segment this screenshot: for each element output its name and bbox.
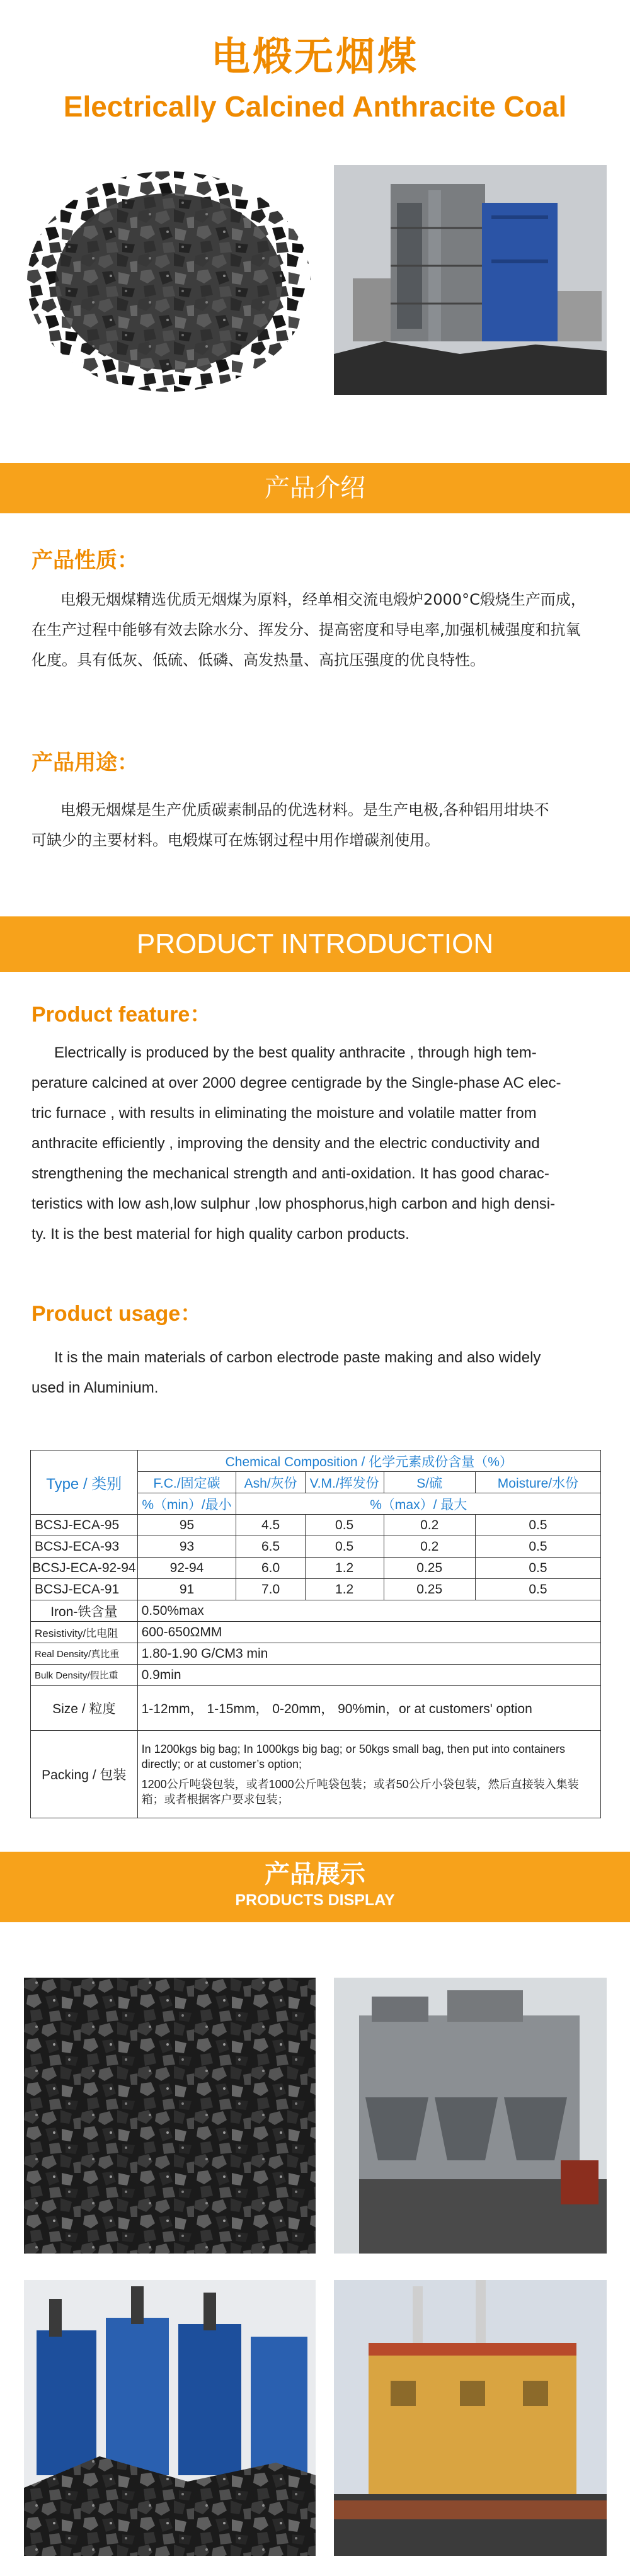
spec-table <box>30 1450 601 1818</box>
cell-type: BCSJ-ECA-93 <box>31 1536 138 1558</box>
heading-usage-en: Product usage： <box>32 1302 202 1326</box>
cell-ash: 6.5 <box>236 1536 305 1558</box>
col-vm: V.M./挥发份 <box>305 1472 384 1493</box>
heading-usage-cn: 产品用途： <box>32 750 139 775</box>
page-title-en: Electrically Calcined Anthracite Coal <box>63 90 567 123</box>
col-s: S/硫 <box>384 1472 475 1493</box>
cell-fc: 95 <box>137 1515 236 1536</box>
col-fc: F.C./固定碳 <box>137 1472 236 1493</box>
display-title-en: PRODUCTS DISPLAY <box>235 1891 395 1909</box>
cell-s: 0.2 <box>384 1536 475 1558</box>
heading-feature-en: Product feature： <box>32 1003 212 1027</box>
cell-vm: 0.5 <box>305 1536 384 1558</box>
size-value: 1-12mm， 1-15mm， 0-20mm， 90%min，or at customers' option <box>137 1686 600 1731</box>
table-row <box>31 1579 601 1600</box>
feature-line: tric furnace , with results in eliminating the moisture and volatile matter from <box>32 1105 537 1122</box>
cell-vm: 0.5 <box>305 1515 384 1536</box>
cell-fc: 92-94 <box>137 1558 236 1579</box>
usage-line: 电煅无烟煤是生产优质碳素制品的优选材料。是生产电极,各种铝用坩块不 <box>60 801 549 819</box>
cell-fc: 93 <box>137 1536 236 1558</box>
resistivity-label: Resistivity/比电阻 <box>31 1622 138 1643</box>
cell-s: 0.25 <box>384 1579 475 1600</box>
iron-value: 0.50%max <box>137 1600 600 1622</box>
cell-type: BCSJ-ECA-95 <box>31 1515 138 1536</box>
property-text-cn <box>32 584 598 675</box>
banner-product-intro-cn: 产品介绍 <box>0 463 630 513</box>
coal-granules-photo <box>24 165 316 395</box>
feature-text-en <box>32 1038 598 1250</box>
table-row <box>31 1731 601 1818</box>
property-line: 化度。具有低灰、低硫、低磷、高发热量、高抗压强度的优良特性。 <box>32 651 485 669</box>
table-row <box>31 1622 601 1643</box>
table-row <box>31 1558 601 1579</box>
usage-line: 可缺少的主要材料。电煅煤可在炼钢过程中用作增碳剂使用。 <box>32 831 440 849</box>
resistivity-value: 600-650ΩMM <box>137 1622 600 1643</box>
cell-fc: 91 <box>137 1579 236 1600</box>
cell-type: BCSJ-ECA-92-94 <box>31 1558 138 1579</box>
cell-moisture: 0.5 <box>475 1536 600 1558</box>
feature-line: ty. It is the best material for high quality carbon products. <box>32 1226 410 1243</box>
feature-line: perature calcined at over 2000 degree centigrade by the Single-phase AC elec- <box>32 1074 561 1091</box>
unit-max: %（max）/ 最大 <box>236 1493 601 1515</box>
usage-text-cn <box>32 795 598 855</box>
cell-moisture: 0.5 <box>475 1515 600 1536</box>
usage-line: It is the main materials of carbon electrode paste making and also widely <box>54 1349 541 1366</box>
cell-s: 0.2 <box>384 1515 475 1536</box>
cell-moisture: 0.5 <box>475 1579 600 1600</box>
table-row <box>31 1536 601 1558</box>
packing-value <box>137 1731 600 1818</box>
cell-vm: 1.2 <box>305 1579 384 1600</box>
property-line: 电煅无烟煤精选优质无烟煤为原料，经单相交流电煅炉2000°C煅烧生产而成， <box>60 591 586 608</box>
table-row <box>31 1643 601 1665</box>
cell-ash: 6.0 <box>236 1558 305 1579</box>
banner-products-display <box>0 1852 630 1922</box>
packing-en: In 1200kgs big bag; In 1000kgs big bag; or 50kgs small bag, then put into containers directly; or at customer’s option; <box>141 1743 566 1770</box>
blue-furnace-towers-photo <box>24 2280 316 2556</box>
display-title-cn: 产品展示 <box>265 1860 365 1889</box>
feature-line: teristics with low ash,low sulphur ,low phosphorus,high carbon and high densi- <box>32 1195 556 1212</box>
bulk-density-label: Bulk Density/假比重 <box>31 1665 138 1686</box>
size-label: Size / 粒度 <box>31 1686 138 1731</box>
table-row <box>31 1515 601 1536</box>
cell-s: 0.25 <box>384 1558 475 1579</box>
table-row <box>31 1600 601 1622</box>
heading-property-cn: 产品性质： <box>32 548 139 573</box>
cell-ash: 7.0 <box>236 1579 305 1600</box>
property-line: 在生产过程中能够有效去除水分、挥发分、提高密度和导电率,加强机械强度和抗氧 <box>32 621 581 639</box>
bulk-density-value: 0.9min <box>137 1665 600 1686</box>
cell-vm: 1.2 <box>305 1558 384 1579</box>
packing-cn: 1200公斤吨袋包装，或者1000公斤吨袋包装；或者50公斤小袋包装，然后直接装入集装箱；或者根据客户要求包装； <box>141 1778 579 1806</box>
packing-label: Packing / 包装 <box>31 1731 138 1818</box>
iron-label: Iron-铁含量 <box>31 1600 138 1622</box>
usage-line: used in Aluminium. <box>32 1379 159 1396</box>
calcining-furnace-photo <box>334 165 607 395</box>
unit-min: %（min）/最小 <box>137 1493 236 1515</box>
usage-text-en <box>32 1343 598 1403</box>
page-title-cn: 电煅无烟煤 <box>210 33 419 79</box>
cell-type: BCSJ-ECA-91 <box>31 1579 138 1600</box>
real-density-label: Real Density/真比重 <box>31 1643 138 1665</box>
banner-product-intro-en: PRODUCT INTRODUCTION <box>0 916 630 972</box>
feature-line: Electrically is produced by the best quality anthracite , through high tem- <box>54 1044 537 1061</box>
chem-header: Chemical Composition / 化学元素成份含量（%） <box>137 1450 600 1472</box>
table-row <box>31 1686 601 1731</box>
cell-moisture: 0.5 <box>475 1558 600 1579</box>
coal-closeup-photo <box>24 1978 316 2254</box>
feature-line: strengthening the mechanical strength and anti-oxidation. It has good charac- <box>32 1165 549 1182</box>
col-ash: Ash/灰份 <box>236 1472 305 1493</box>
furnace-building-photo <box>334 1978 607 2254</box>
type-header: Type / 类别 <box>31 1450 138 1515</box>
feature-line: anthracite efficiently , improving the density and the electric conductivity and <box>32 1135 540 1152</box>
cell-ash: 4.5 <box>236 1515 305 1536</box>
yellow-building-photo <box>334 2280 607 2556</box>
col-moisture: Moisture/水份 <box>475 1472 600 1493</box>
real-density-value: 1.80-1.90 G/CM3 min <box>137 1643 600 1665</box>
table-row <box>31 1665 601 1686</box>
